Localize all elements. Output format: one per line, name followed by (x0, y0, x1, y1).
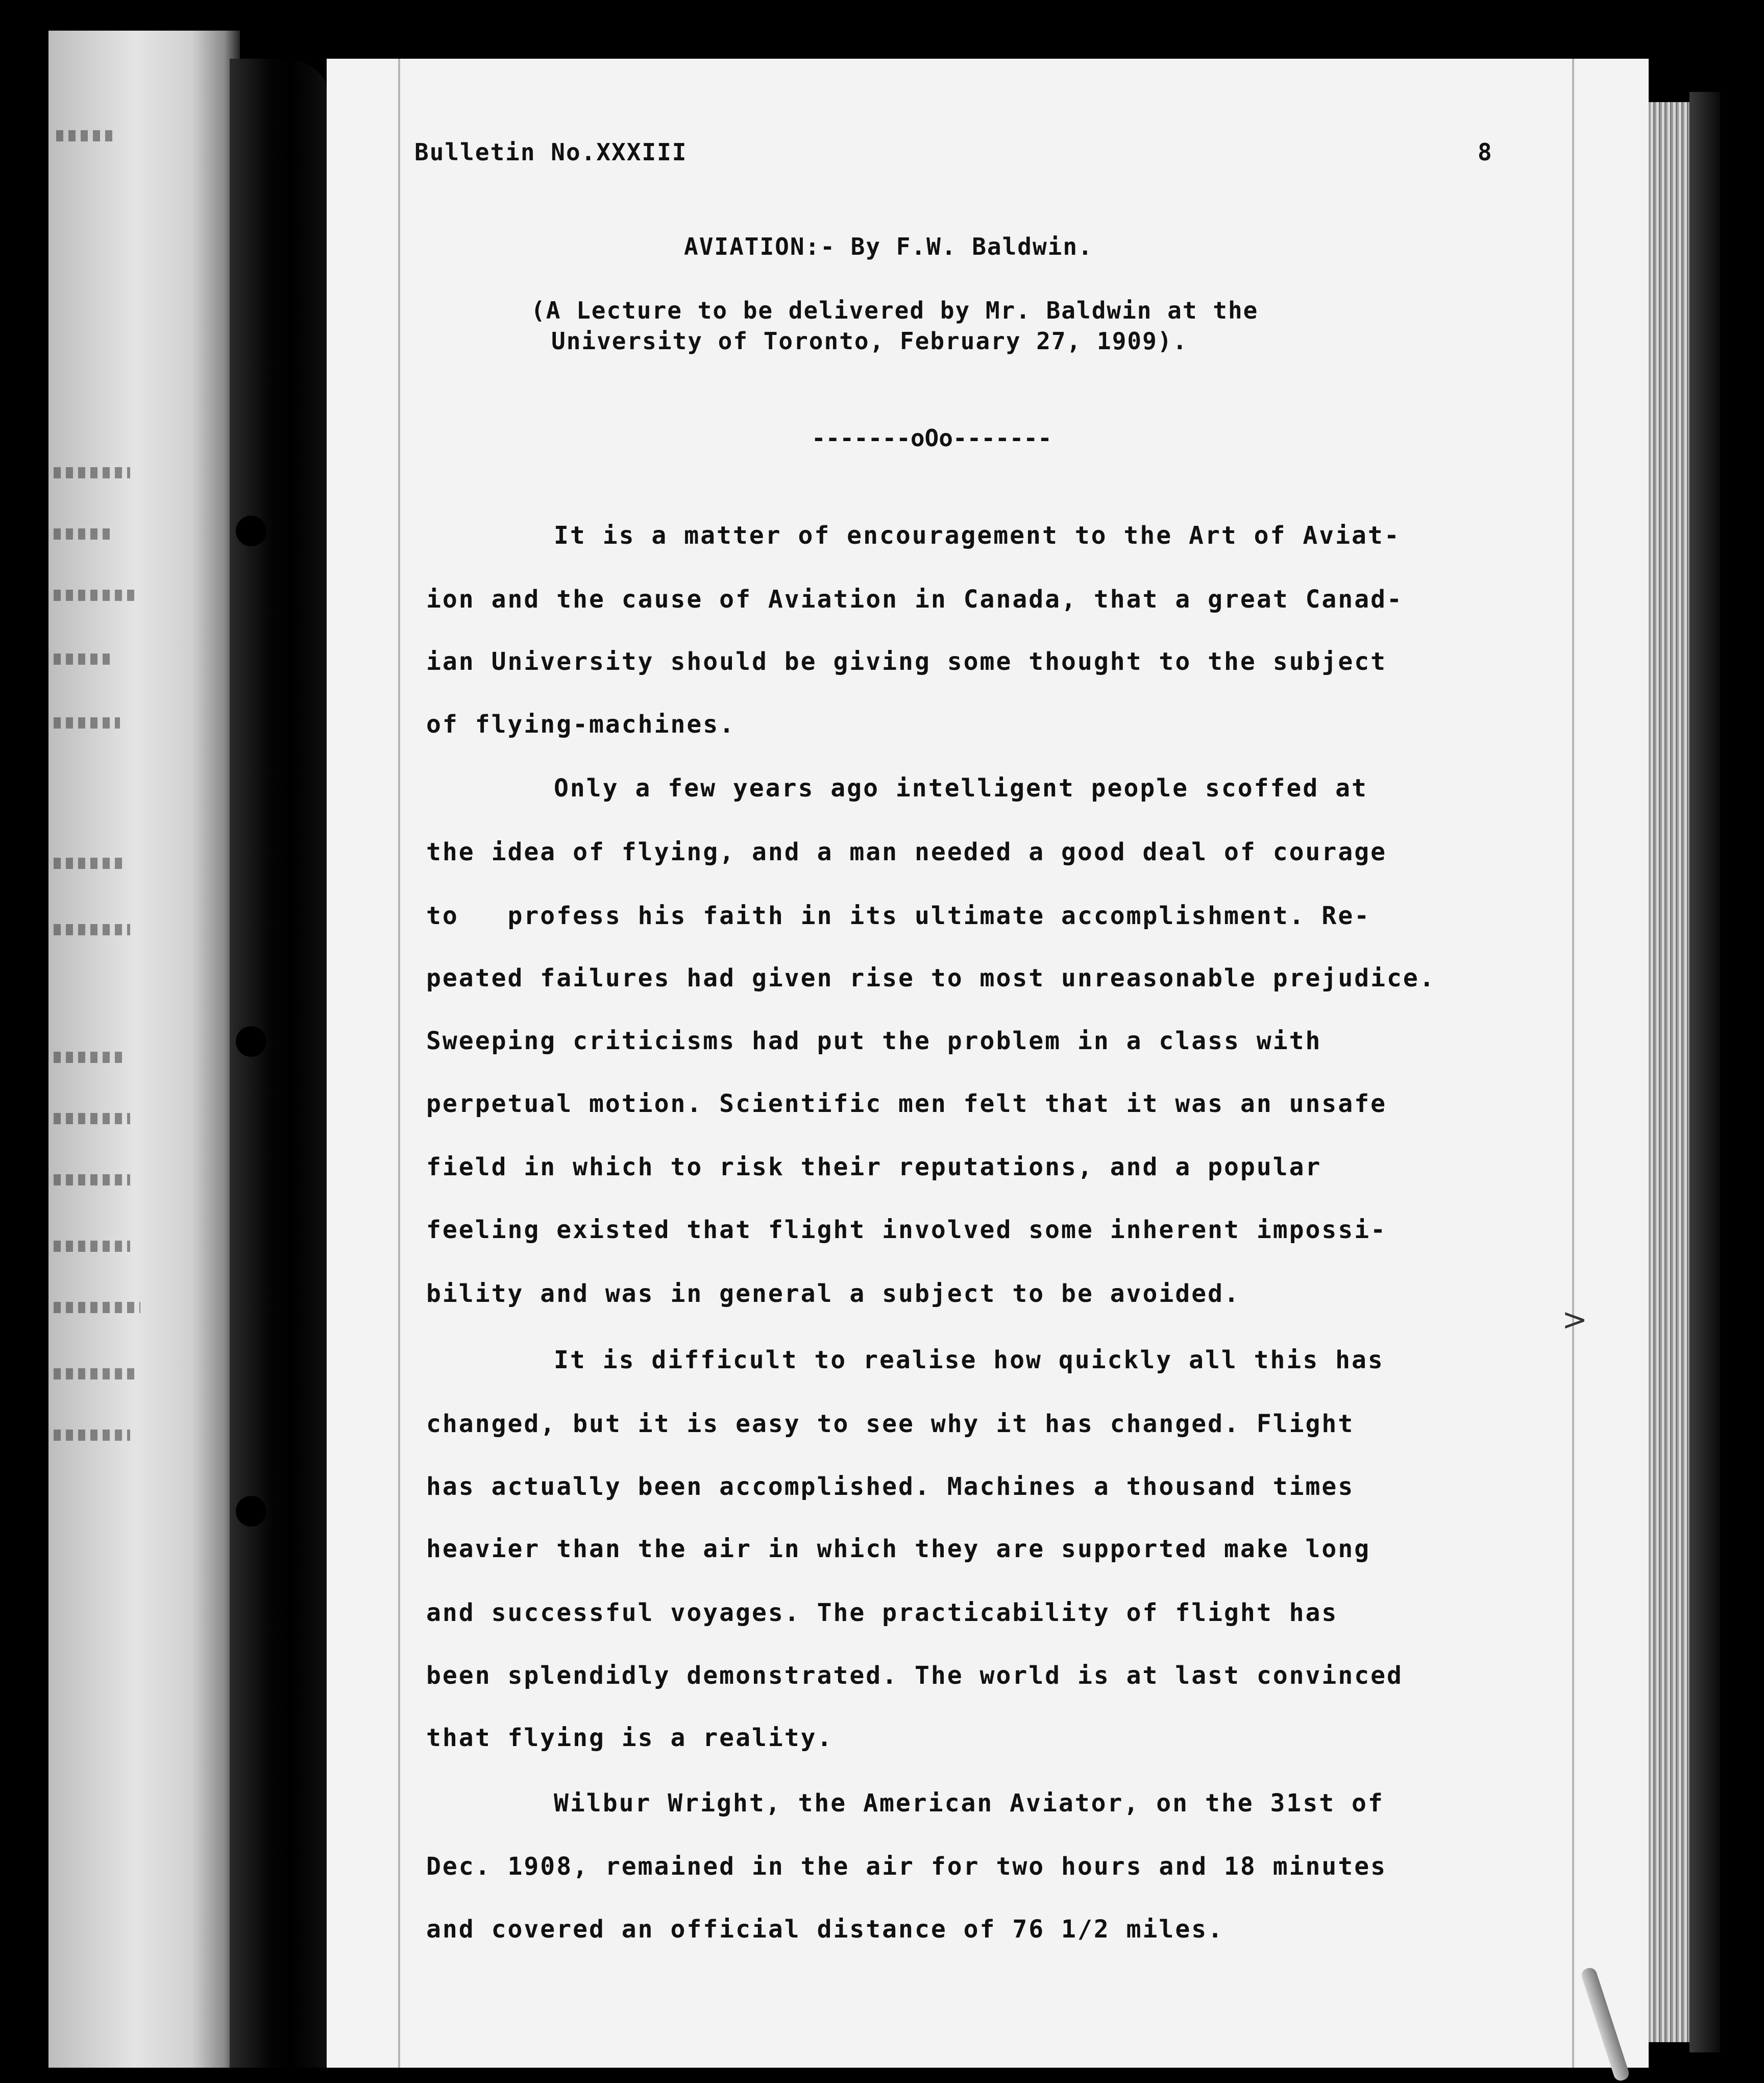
paragraph-line: perpetual motion. Scientific men felt that it was an unsafe (426, 1089, 1387, 1118)
left-page-text-fragment (54, 858, 125, 869)
left-page-text-fragment (54, 1241, 130, 1252)
left-page-text-fragment (54, 653, 115, 665)
left-page-text-fragment (56, 130, 112, 141)
margin-mark: > (1562, 1302, 1588, 1338)
paragraph-line: Only a few years ago intelligent people scoffed at (554, 774, 1368, 803)
page-number: 8 (1478, 138, 1493, 166)
paragraph-line: bility and was in general a subject to be avoided. (426, 1279, 1240, 1308)
paragraph-line: that flying is a reality. (426, 1724, 834, 1752)
book-binding-gutter (230, 59, 332, 2068)
left-page-text-fragment (54, 1174, 130, 1185)
paragraph-line: of flying-machines. (426, 710, 736, 739)
typed-page (327, 59, 1649, 2068)
paragraph-line: and successful voyages. The practicability of flight has (426, 1598, 1338, 1627)
paragraph-line: heavier than the air in which they are supported make long (426, 1535, 1371, 1563)
paragraph-line: Wilbur Wright, the American Aviator, on the 31st of (554, 1789, 1384, 1818)
left-page-text-fragment (54, 1302, 140, 1313)
left-page-text-fragment (54, 924, 130, 935)
left-page-text-fragment (54, 528, 115, 540)
page-margin-line (1572, 59, 1574, 2068)
book-edge-shadow (1689, 92, 1720, 2052)
paragraph-line: ion and the cause of Aviation in Canada, that a great Canad- (426, 585, 1403, 614)
section-separator: -------oOo------- (812, 424, 1052, 452)
paragraph-line: It is a matter of encouragement to the Art of Aviat- (554, 521, 1401, 550)
paragraph-line: Dec. 1908, remained in the air for two hours and 18 minutes (426, 1852, 1387, 1881)
left-page-text-fragment (54, 1430, 130, 1441)
paragraph-line: feeling existed that flight involved some inherent impossi- (426, 1216, 1387, 1244)
paragraph-line: to profess his faith in its ultimate accomplishment. Re- (426, 902, 1371, 930)
page-stack-edges (1649, 102, 1689, 2042)
binding-hole (236, 1496, 266, 1527)
paragraph-line: ian University should be giving some thought to the subject (426, 647, 1387, 676)
paragraph-line: been splendidly demonstrated. The world is at last convinced (426, 1661, 1403, 1690)
paragraph-line: has actually been accomplished. Machines a thousand times (426, 1472, 1355, 1501)
left-page-text-fragment (54, 1368, 135, 1379)
left-page-text-fragment (54, 1052, 125, 1063)
left-page-text-fragment (54, 467, 130, 478)
binding-hole (236, 1026, 266, 1057)
left-page-text-fragment (54, 590, 135, 601)
lecture-subtitle-line: (A Lecture to be delivered by Mr. Baldwin at the (531, 297, 1259, 324)
left-facing-page (48, 31, 240, 2068)
paragraph-line: It is difficult to realise how quickly all this has (554, 1346, 1384, 1374)
paragraph-line: field in which to risk their reputations, and a popular (426, 1153, 1322, 1181)
paragraph-line: the idea of flying, and a man needed a good deal of courage (426, 838, 1387, 866)
left-page-text-fragment (54, 1113, 130, 1124)
page-margin-line (398, 59, 400, 2068)
lecture-subtitle-line: University of Toronto, February 27, 1909). (551, 327, 1188, 355)
paragraph-line: and covered an official distance of 76 1/2 miles. (426, 1915, 1224, 1944)
bulletin-header: Bulletin No.XXXIII (414, 138, 688, 166)
paragraph-line: peated failures had given rise to most unreasonable prejudice. (426, 964, 1436, 992)
lecture-title: AVIATION:- By F.W. Baldwin. (684, 233, 1093, 260)
left-page-text-fragment (54, 717, 120, 729)
paragraph-line: changed, but it is easy to see why it has changed. Flight (426, 1410, 1355, 1438)
paragraph-line: Sweeping criticisms had put the problem in a class with (426, 1027, 1322, 1055)
binding-hole (236, 516, 266, 546)
